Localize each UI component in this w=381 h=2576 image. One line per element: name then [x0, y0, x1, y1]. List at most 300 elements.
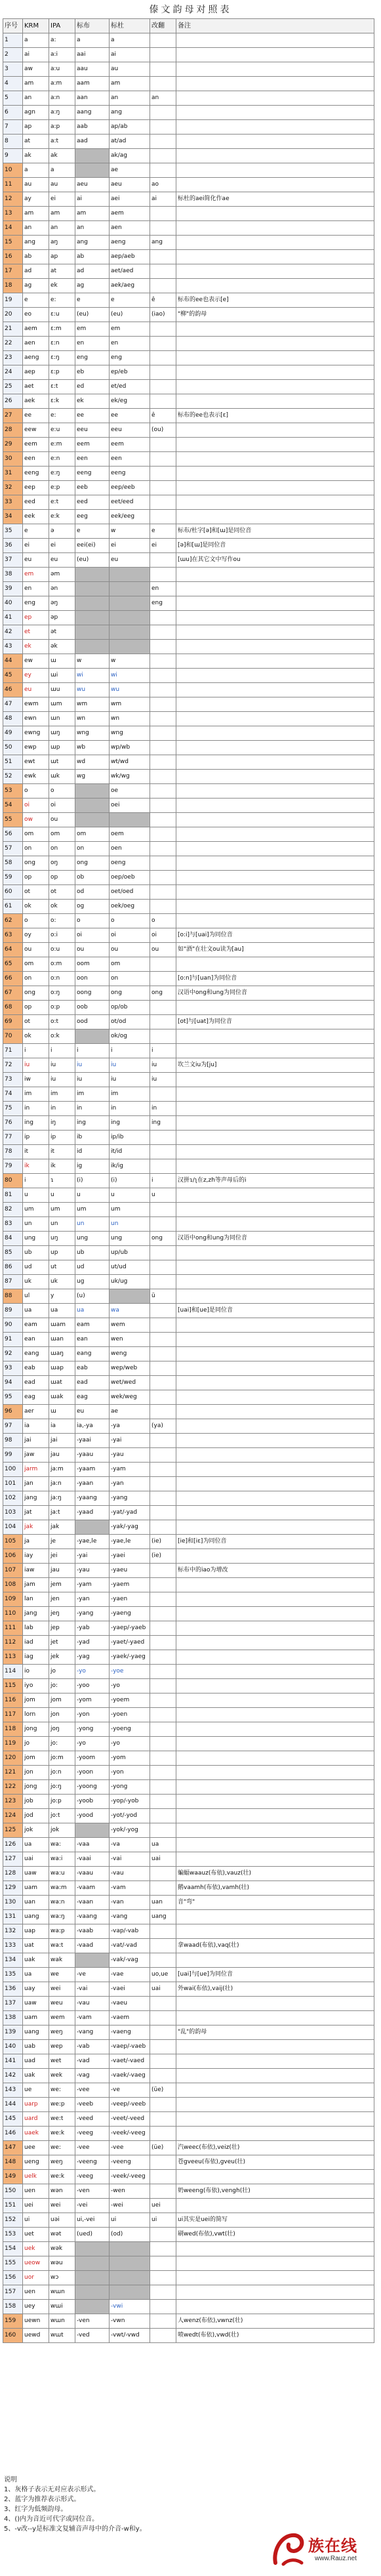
note-cell	[176, 1520, 374, 1535]
ipa-cell: e:p	[49, 481, 75, 495]
krm-cell: ep	[23, 611, 49, 625]
biaobu-cell: eam	[75, 1318, 110, 1333]
table-row	[3, 1636, 374, 1650]
seq-cell: 115	[3, 1679, 23, 1693]
gaifan-cell: (ya)	[150, 1419, 176, 1434]
biaobu-cell: ang	[75, 236, 110, 250]
seq-cell: 99	[3, 1448, 23, 1463]
seq-cell: 41	[3, 611, 23, 625]
table-row	[3, 1419, 374, 1434]
note-cell	[176, 1636, 374, 1650]
biaobu-cell: og	[75, 900, 110, 914]
note-cell	[176, 1260, 374, 1275]
biaobu-cell: aam	[75, 77, 110, 91]
seq-cell: 20	[3, 308, 23, 322]
ipa-cell: e:k	[49, 510, 75, 524]
biaobu-cell: aai	[75, 48, 110, 62]
biaobu-cell: ob	[75, 871, 110, 885]
ipa-cell: ak	[49, 149, 75, 163]
seq-cell: 110	[3, 1607, 23, 1621]
table-row	[3, 582, 374, 596]
ipa-cell: o:u	[49, 943, 75, 957]
krm-cell: ewng	[23, 726, 49, 741]
table-row	[3, 1232, 374, 1246]
biaodu-cell: wa	[110, 1304, 150, 1318]
biaobu-cell	[75, 149, 110, 163]
gaifan-cell	[150, 1477, 176, 1491]
biaobu-cell: oom	[75, 957, 110, 972]
biaodu-cell	[110, 2242, 150, 2256]
gaifan-cell: uang	[150, 1910, 176, 1924]
gaifan-cell	[150, 1592, 176, 1607]
seq-cell: 14	[3, 221, 23, 236]
note-cell	[176, 1708, 374, 1722]
gaifan-cell	[150, 2300, 176, 2314]
biaobu-cell: -yoong	[75, 1780, 110, 1795]
gaifan-cell	[150, 1607, 176, 1621]
note-cell	[176, 1722, 374, 1737]
table-row	[3, 1131, 374, 1145]
biaobu-cell	[75, 2271, 110, 2285]
ipa-cell: o:	[49, 914, 75, 928]
ipa-cell: e:ŋ	[49, 467, 75, 481]
gaifan-cell	[150, 784, 176, 799]
biaodu-cell: -vap/-vab	[110, 1924, 150, 1939]
note-cell	[176, 1737, 374, 1751]
seq-cell: 36	[3, 539, 23, 553]
table-row	[3, 1174, 374, 1188]
ipa-cell: weŋ	[49, 2155, 75, 2170]
ipa-cell: u	[49, 1188, 75, 1203]
biaodu-cell	[110, 625, 150, 640]
note-cell: [uai]与[ue]为同位音	[176, 1968, 374, 1982]
biaobu-cell: -yoo	[75, 1679, 110, 1693]
note-cell	[176, 1809, 374, 1823]
seq-cell: 72	[3, 1058, 23, 1073]
note-cell	[176, 2285, 374, 2300]
note-cell	[176, 1665, 374, 1679]
note-cell	[176, 1318, 374, 1333]
note-cell	[176, 856, 374, 871]
seq-cell: 131	[3, 1910, 23, 1924]
seq-cell: 63	[3, 928, 23, 943]
table-row	[3, 1491, 374, 1506]
krm-cell: een	[23, 452, 49, 467]
biaodu-cell	[110, 2271, 150, 2285]
note-cell	[176, 596, 374, 611]
biaobu-cell	[75, 2300, 110, 2314]
seq-cell: 145	[3, 2112, 23, 2127]
krm-cell: ud	[23, 1260, 49, 1275]
note-cell	[176, 62, 374, 77]
biaodu-cell: ak/ag	[110, 149, 150, 163]
gaifan-cell	[150, 250, 176, 264]
krm-cell: eed	[23, 495, 49, 510]
table-row	[3, 1477, 374, 1491]
note-cell	[176, 1506, 374, 1520]
gaifan-cell	[150, 957, 176, 972]
seq-cell: 38	[3, 568, 23, 582]
table-row	[3, 2069, 374, 2083]
table-row	[3, 1564, 374, 1578]
gaifan-cell	[150, 1217, 176, 1232]
krm-cell: a	[23, 163, 49, 178]
biaodu-cell: -yaeu	[110, 1564, 150, 1578]
seq-cell: 140	[3, 2040, 23, 2054]
ipa-cell: uəi	[49, 2213, 75, 2228]
note-cell	[176, 1477, 374, 1491]
seq-cell: 155	[3, 2256, 23, 2271]
ipa-cell: a:	[49, 33, 75, 48]
krm-cell: iag	[23, 1650, 49, 1665]
seq-cell: 69	[3, 1015, 23, 1029]
biaobu-cell	[75, 640, 110, 654]
notes-line: 2、蓝字为推荐表示形式。	[4, 2496, 81, 2503]
ipa-cell: ɯak	[49, 1390, 75, 1405]
seq-cell: 157	[3, 2285, 23, 2300]
gaifan-cell	[150, 279, 176, 293]
biaobu-cell: ong	[75, 856, 110, 871]
ipa-cell: an	[49, 221, 75, 236]
table-row	[3, 1809, 374, 1823]
table-row	[3, 1073, 374, 1087]
gaifan-cell	[150, 813, 176, 827]
biaodu-cell: aep/aeb	[110, 250, 150, 264]
table-row	[3, 106, 374, 120]
krm-cell: ing	[23, 1116, 49, 1131]
gaifan-cell	[150, 1347, 176, 1361]
note-cell	[176, 1448, 374, 1463]
biaodu-cell: -yaen	[110, 1592, 150, 1607]
table-row	[3, 1751, 374, 1766]
biaobu-cell: -yoob	[75, 1795, 110, 1809]
biaodu-cell: -yaet/-yaed	[110, 1636, 150, 1650]
biaobu-cell: -vang	[75, 2025, 110, 2040]
note-cell	[176, 1044, 374, 1058]
biaodu-cell: wi	[110, 669, 150, 683]
gaifan-cell	[150, 972, 176, 986]
table-row	[3, 1997, 374, 2011]
gaifan-cell	[150, 1621, 176, 1636]
krm-cell: jat	[23, 1506, 49, 1520]
note-cell	[176, 380, 374, 394]
biaodu-cell: -yaei	[110, 1549, 150, 1564]
krm-cell: ak	[23, 149, 49, 163]
biaodu-cell: -veet/-veed	[110, 2112, 150, 2127]
gaifan-cell: o	[150, 914, 176, 928]
seq-cell: 59	[3, 871, 23, 885]
table-row	[3, 2098, 374, 2112]
rhyme-table	[3, 18, 374, 2343]
biaobu-cell: -yon	[75, 1708, 110, 1722]
ipa-cell: əm	[49, 568, 75, 582]
table-row	[3, 1549, 374, 1564]
gaifan-cell	[150, 827, 176, 842]
table-row	[3, 1679, 374, 1693]
page-title: 傣文韵母对照表	[149, 5, 232, 15]
ipa-cell: jon	[49, 1708, 75, 1722]
seq-cell: 61	[3, 900, 23, 914]
biaobu-cell: ib	[75, 1131, 110, 1145]
gaifan-cell	[150, 2112, 176, 2127]
ipa-cell: wek	[49, 2069, 75, 2083]
gaifan-cell	[150, 1275, 176, 1289]
seq-cell: 75	[3, 1102, 23, 1116]
biaodu-cell: wep/web	[110, 1361, 150, 1376]
table-row	[3, 1939, 374, 1953]
krm-cell: ey	[23, 669, 49, 683]
table-row	[3, 495, 374, 510]
ipa-cell: at	[49, 264, 75, 279]
note-cell	[176, 1693, 374, 1708]
biaodu-cell: im	[110, 1087, 150, 1102]
notes-line: 3、红字为低频韵母。	[4, 2506, 68, 2513]
krm-cell: agn	[23, 106, 49, 120]
note-cell	[176, 914, 374, 928]
seq-cell: 114	[3, 1665, 23, 1679]
ipa-cell: um	[49, 1203, 75, 1217]
biaobu-cell: un	[75, 1217, 110, 1232]
note-cell	[176, 207, 374, 221]
table-row	[3, 1607, 374, 1621]
biaobu-cell: (eu)	[75, 308, 110, 322]
gaifan-cell: ü	[150, 1289, 176, 1304]
seq-cell: 6	[3, 106, 23, 120]
biaodu-cell: aek/aeg	[110, 279, 150, 293]
ipa-cell: jen	[49, 1592, 75, 1607]
gaifan-cell	[150, 712, 176, 726]
biaodu-cell	[110, 813, 150, 827]
ipa-cell: wa:p	[49, 1924, 75, 1939]
note-cell: 外wai(布依),vaij(壮)	[176, 1982, 374, 1997]
ipa-cell: wət	[49, 2228, 75, 2242]
biaodu-cell: eep/eeb	[110, 481, 150, 495]
krm-cell: eu	[23, 683, 49, 697]
gaifan-cell: ang	[150, 236, 176, 250]
biaodu-cell: -yoen	[110, 1708, 150, 1722]
seq-cell: 28	[3, 423, 23, 438]
biaobu-cell: -vai	[75, 1982, 110, 1997]
seq-cell: 144	[3, 2098, 23, 2112]
biaodu-cell: ei	[110, 539, 150, 553]
krm-cell: iu	[23, 1058, 49, 1073]
gaifan-cell: iu	[150, 1058, 176, 1073]
note-cell	[176, 654, 374, 669]
seq-cell: 56	[3, 827, 23, 842]
gaifan-cell	[150, 553, 176, 568]
seq-cell: 65	[3, 957, 23, 972]
krm-cell: on	[23, 972, 49, 986]
seq-cell: 12	[3, 192, 23, 207]
krm-cell: im	[23, 1087, 49, 1102]
table-row	[3, 957, 374, 972]
table-row	[3, 1260, 374, 1275]
krm-cell: eeng	[23, 467, 49, 481]
biaodu-cell: aeng	[110, 236, 150, 250]
gaifan-cell	[150, 1159, 176, 1174]
ipa-cell: ɛ:ŋ	[49, 351, 75, 365]
biaodu-cell: -yom	[110, 1751, 150, 1766]
ipa-cell: ei	[49, 192, 75, 207]
biaodu-cell: -vaem	[110, 2011, 150, 2025]
biaobu-cell: eeg	[75, 510, 110, 524]
krm-cell: jom	[23, 1751, 49, 1766]
table-row	[3, 1246, 374, 1260]
table-row	[3, 2141, 374, 2155]
gaifan-cell: (üe)	[150, 2141, 176, 2155]
seq-cell: 32	[3, 481, 23, 495]
krm-cell: am	[23, 77, 49, 91]
table-row	[3, 1982, 374, 1997]
table-row	[3, 683, 374, 697]
table-row	[3, 1867, 374, 1881]
seq-cell: 119	[3, 1737, 23, 1751]
note-cell	[176, 885, 374, 900]
ipa-cell: we:p	[49, 2098, 75, 2112]
biaodu-cell: -vaep/-vaeb	[110, 2040, 150, 2054]
biaobu-cell: -yam	[75, 1578, 110, 1592]
seq-cell: 132	[3, 1924, 23, 1939]
biaodu-cell: om	[110, 957, 150, 972]
seq-cell: 77	[3, 1131, 23, 1145]
table-row	[3, 48, 374, 62]
note-cell	[176, 1275, 374, 1289]
biaobu-cell: -yaam	[75, 1463, 110, 1477]
seq-cell: 128	[3, 1867, 23, 1881]
table-row	[3, 120, 374, 135]
note-cell	[176, 163, 374, 178]
note-cell	[176, 2054, 374, 2069]
table-row	[3, 611, 374, 625]
note-cell	[176, 1838, 374, 1852]
table-row	[3, 1592, 374, 1607]
krm-cell: uk	[23, 1275, 49, 1289]
biaodu-cell: op/ob	[110, 1001, 150, 1015]
seq-cell: 159	[3, 2314, 23, 2329]
gaifan-cell: oi	[150, 928, 176, 943]
seq-cell: 48	[3, 712, 23, 726]
biaobu-cell: eei(ei)	[75, 539, 110, 553]
table-row	[3, 77, 374, 91]
table-row	[3, 1520, 374, 1535]
note-cell: [ie]和[iɛ]为同位音	[176, 1535, 374, 1549]
ipa-cell: op	[49, 871, 75, 885]
gaifan-cell: i	[150, 1044, 176, 1058]
krm-cell: uaw	[23, 1867, 49, 1881]
table-row	[3, 1333, 374, 1347]
krm-cell: i	[23, 1044, 49, 1058]
note-cell: "乱"的韵母	[176, 2025, 374, 2040]
gaifan-cell: ê	[150, 293, 176, 308]
ipa-cell: aŋ	[49, 236, 75, 250]
note-cell	[176, 1390, 374, 1405]
ipa-cell: o:m	[49, 957, 75, 972]
krm-cell: eu	[23, 553, 49, 568]
seq-cell: 146	[3, 2127, 23, 2141]
biaodu-cell: wen	[110, 1333, 150, 1347]
note-cell	[176, 1592, 374, 1607]
krm-cell: ead	[23, 1376, 49, 1390]
biaodu-cell: w	[110, 524, 150, 539]
note-cell	[176, 236, 374, 250]
biaobu-cell	[75, 625, 110, 640]
gaifan-cell	[150, 1578, 176, 1592]
seq-cell: 73	[3, 1073, 23, 1087]
ipa-cell: jek	[49, 1650, 75, 1665]
seq-cell: 148	[3, 2155, 23, 2170]
table-row	[3, 1029, 374, 1044]
table-row	[3, 2314, 374, 2329]
biaobu-cell: -yoom	[75, 1751, 110, 1766]
biaobu-cell: -yau	[75, 1564, 110, 1578]
biaodu-cell: -vee	[110, 2141, 150, 2155]
biaobu-cell: ead	[75, 1376, 110, 1390]
biaodu-cell: -yo	[110, 1737, 150, 1751]
gaifan-cell	[150, 1405, 176, 1419]
ipa-cell: jok	[49, 1823, 75, 1838]
biaodu-cell: u	[110, 1188, 150, 1203]
note-cell	[176, 2083, 374, 2098]
biaodu-cell: -vat/-vad	[110, 1939, 150, 1953]
gaifan-cell	[150, 1318, 176, 1333]
ipa-cell: ɛ:p	[49, 365, 75, 380]
ipa-cell: ɯk	[49, 770, 75, 784]
seq-cell: 137	[3, 1997, 23, 2011]
note-cell: [ə]和[ɯ]是同位音	[176, 539, 374, 553]
seq-cell: 86	[3, 1260, 23, 1275]
krm-cell: ua	[23, 1968, 49, 1982]
gaifan-cell	[150, 1867, 176, 1881]
biaobu-cell: een	[75, 452, 110, 467]
seq-cell: 116	[3, 1693, 23, 1708]
krm-cell: uat	[23, 1939, 49, 1953]
biaodu-cell: -yang	[110, 1491, 150, 1506]
krm-cell: um	[23, 1203, 49, 1217]
gaifan-cell	[150, 1434, 176, 1448]
note-cell	[176, 799, 374, 813]
note-cell: 标杜的aei简化作ae	[176, 192, 374, 207]
note-cell	[176, 337, 374, 351]
ipa-cell: e:t	[49, 495, 75, 510]
table-row	[3, 1448, 374, 1463]
ipa-cell: o:k	[49, 1029, 75, 1044]
gaifan-cell	[150, 394, 176, 409]
gaifan-cell	[150, 1029, 176, 1044]
biaobu-cell: od	[75, 885, 110, 900]
krm-cell: uek	[23, 2242, 49, 2256]
table-row	[3, 1463, 374, 1477]
biaodu-cell: oet/oed	[110, 885, 150, 900]
biaodu-cell: -yae,le	[110, 1535, 150, 1549]
table-row	[3, 1621, 374, 1636]
ipa-cell: it	[49, 1145, 75, 1159]
note-cell: 汉语中ong和ung为同位音	[176, 1232, 374, 1246]
krm-cell: eem	[23, 438, 49, 452]
krm-cell: jaw	[23, 1448, 49, 1463]
note-cell: 苍gveeu(布依),gveu(壮)	[176, 2155, 374, 2170]
seq-cell: 62	[3, 914, 23, 928]
logo-url: www.Rauz.net	[315, 2555, 357, 2562]
table-row	[3, 1116, 374, 1131]
note-cell	[176, 741, 374, 755]
gaifan-cell	[150, 77, 176, 91]
logo-text: 族在线	[308, 2536, 357, 2555]
seq-cell: 87	[3, 1275, 23, 1289]
ipa-cell: ap	[49, 250, 75, 264]
biaobu-cell: -yo	[75, 1737, 110, 1751]
biaobu-cell: -yong	[75, 1722, 110, 1737]
gaifan-cell	[150, 149, 176, 163]
